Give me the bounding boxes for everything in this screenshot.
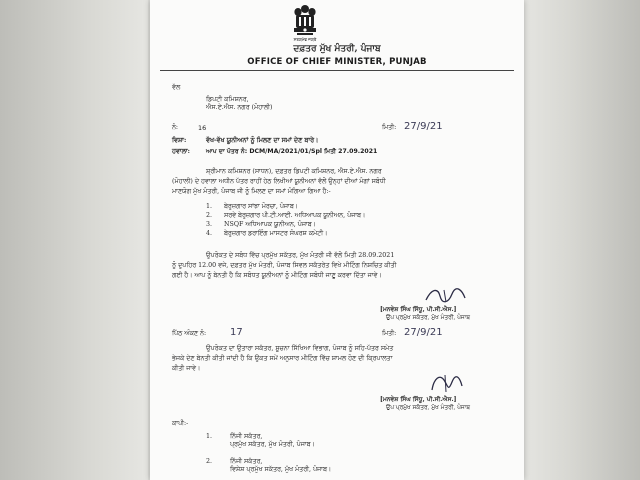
union-num: 4. bbox=[206, 230, 213, 237]
copy-item-line1: ਨਿੱਜੀ ਸਕੱਤਰ, bbox=[230, 433, 263, 440]
date-label: ਮਿਤੀ: bbox=[382, 330, 397, 337]
body-p1-line3: ਮਾਣਯੋਗ ਮੁੱਖ ਮੰਤਰੀ, ਪੰਜਾਬ ਜੀ ਨੂੰ ਮਿਲਣ ਦਾ ਸਮਾਂ ਮੰਗਿਆ ਗਿਆ ਹੈ:- bbox=[172, 188, 331, 195]
office-title-punjabi: ਦਫ਼ਤਰ ਮੁੱਖ ਮੰਤਰੀ, ਪੰਜਾਬ bbox=[293, 44, 381, 54]
union-num: 1. bbox=[206, 203, 213, 210]
reference-label: ਹਵਾਲਾ: bbox=[172, 148, 190, 155]
copy-item-num: 2. bbox=[206, 458, 213, 465]
copy-item-line1: ਨਿੱਜੀ ਸਕੱਤਰ, bbox=[230, 458, 263, 465]
subject-text: ਵੱਖ-ਵੱਖ ਯੂਨੀਅਨਾਂ ਨੂੰ ਮਿਲਣ ਦਾ ਸਮਾਂ ਦੇਣ ਬਾਰੇ। bbox=[206, 137, 319, 144]
number-label: ਨੰ: bbox=[172, 124, 179, 131]
union-item: NSQF ਅਧਿਆਪਕ ਯੂਨੀਅਨ, ਪੰਜਾਬ। bbox=[224, 221, 316, 228]
union-item: ਬੇਰੁਜ਼ਗਾਰ ਡਰਾਇੰਗ ਮਾਸਟਰ ਸੰਘਰਸ਼ ਕਮੇਟੀ। bbox=[224, 230, 328, 237]
office-title-english: OFFICE OF CHIEF MINISTER, PUNJAB bbox=[247, 57, 427, 67]
signatory-name: [ਮਨਵੇਸ਼ ਸਿੰਘ ਸਿੱਧੂ, ਪੀ.ਸੀ.ਐਸ.] bbox=[380, 306, 457, 313]
background-right bbox=[520, 0, 640, 480]
copy-item-line2: ਪ੍ਰਮੁੱਖ ਸਕੱਤਰ, ਮੁੱਖ ਮੰਤਰੀ, ਪੰਜਾਬ। bbox=[230, 441, 315, 448]
addressee-line1: ਡਿਪਟੀ ਕਮਿਸ਼ਨਰ, bbox=[206, 96, 249, 103]
header-divider bbox=[160, 70, 514, 71]
endorsement-body-line2: ਭੇਜਕੇ ਦੇਣ ਬੇਨਤੀ ਕੀਤੀ ਜਾਂਦੀ ਹੈ ਕਿ ਉਕਤ ਸਮੇਂ ਅਨੁਸਾਰ ਮੀਟਿੰਗ ਵਿੱਚ ਸ਼ਾਮਲ ਹੋਣ ਦੀ ਕ੍ਰਿਪਾਲਤਾ bbox=[172, 355, 393, 362]
body-p2-line1: ਉਪਰੋਕਤ ਦੇ ਸਬੰਧ ਵਿੱਚ ਪ੍ਰਮੁੱਖ ਸਕੱਤਰ, ਮੁੱਖ ਮੰਤਰੀ ਜੀ ਵੱਲੋਂ ਮਿਤੀ 28.09.2021 bbox=[206, 252, 395, 259]
union-num: 2. bbox=[206, 212, 213, 219]
state-emblem-icon bbox=[288, 2, 322, 42]
background-left bbox=[0, 0, 148, 480]
signatory-title: ਉਪ ਪ੍ਰਮੁੱਖ ਸਕੱਤਰ, ਮੁੱਖ ਮੰਤਰੀ, ਪੰਜਾਬ bbox=[386, 315, 470, 321]
body-p2-line3: ਗਈ ਹੈ। ਆਪ ਨੂੰ ਬੇਨਤੀ ਹੈ ਕਿ ਸਬੰਧਤ ਯੂਨੀਅਨਾਂ ਨੂੰ ਮੀਟਿੰਗ ਸਬੰਧੀ ਜਾਣੂ ਕਰਵਾ ਦਿੱਤਾ ਜਾਵੇ। bbox=[172, 272, 382, 279]
addressee-line2: ਐਸ.ਏ.ਐਸ. ਨਗਰ (ਮੋਹਾਲੀ) bbox=[206, 104, 273, 111]
signature-mark bbox=[422, 286, 468, 306]
date-value-handwritten: 27/9/21 bbox=[404, 327, 443, 338]
reference-text: ਆਪ ਦਾ ਪੱਤਰ ਨੰ: DCM/MA/2021/01/Spl ਮਿਤੀ 27.09.2021 bbox=[206, 148, 378, 155]
copy-label: ਕਾਪੀ:- bbox=[172, 420, 189, 427]
date-value-handwritten: 27/9/21 bbox=[404, 121, 443, 132]
number-value: 16 bbox=[198, 124, 207, 132]
endorsement-label: ਪਿੱਠ ਅੰਕਣ ਨੰ: bbox=[172, 330, 207, 337]
signature-mark bbox=[426, 372, 466, 396]
signatory-name: [ਮਨਵੇਸ਼ ਸਿੰਘ ਸਿੱਧੂ, ਪੀ.ਸੀ.ਐਸ.] bbox=[380, 396, 457, 403]
signatory-title: ਉਪ ਪ੍ਰਮੁੱਖ ਸਕੱਤਰ, ਮੁੱਖ ਮੰਤਰੀ, ਪੰਜਾਬ bbox=[386, 405, 470, 411]
endorsement-body-line3: ਕੀਤੀ ਜਾਵੇ। bbox=[172, 365, 201, 372]
copy-item-line2: ਵਿਸ਼ੇਸ਼ ਪ੍ਰਮੁੱਖ ਸਕੱਤਰ, ਮੁੱਖ ਮੰਤਰੀ, ਪੰਜਾਬ। bbox=[230, 466, 332, 473]
letter-page bbox=[150, 0, 524, 480]
body-p1-line2: (ਮੋਹਾਲੀ) ਦੇ ਹਵਾਲਾ ਅਧੀਨ ਪੱਤਰ ਰਾਹੀਂ ਹੇਠ ਲਿਖੀਆਂ ਯੂਨੀਅਨਾਂ ਵੱਲੋਂ ਉਨ੍ਹਾਂ ਦੀਆਂ ਮੰਗਾਂ ਸਬੰਧੀ bbox=[172, 178, 386, 185]
endorsement-number-handwritten: 17 bbox=[230, 327, 243, 338]
copy-item-num: 1. bbox=[206, 433, 213, 440]
union-item: ਬੇਰੁਜ਼ਗਾਰ ਸਾਂਝਾ ਮੋਰਚਾ, ਪੰਜਾਬ। bbox=[224, 203, 299, 210]
body-p1-line1: ਸ਼੍ਰੀਮਾਨ ਕਮਿਸ਼ਨਰ (ਸਾਧਨ), ਦਫ਼ਤਰ ਡਿਪਟੀ ਕਮਿਸ਼ਨਰ, ਐਸ.ਏ.ਐਸ. ਨਗਰ bbox=[206, 168, 382, 175]
endorsement-body-line1: ਉਪਰੋਕਤ ਦਾ ਉਤਾਰਾ ਸਕੱਤਰ, ਸੂਚਨਾ ਸਿੱਖਿਆ ਵਿਭਾਗ, ਪੰਜਾਬ ਨੂੰ ਸਹਿ-ਪੱਤਰ ਸਮੇਤ bbox=[206, 345, 394, 352]
subject-label: ਵਿਸ਼ਾ: bbox=[172, 137, 187, 144]
union-num: 3. bbox=[206, 221, 213, 228]
union-item: ਸਰਵੇ ਬੇਰੁਜ਼ਗਾਰ ਪੀ.ਟੀ.ਆਈ. ਅਧਿਆਪਕ ਯੂਨੀਅਨ, ਪੰਜਾਬ। bbox=[224, 212, 366, 219]
to-label: ਵੱਲ bbox=[172, 84, 181, 91]
svg-text:ਸਤਯਮੇਵ ਜਯਤੇ: ਸਤਯਮੇਵ ਜਯਤੇ bbox=[293, 37, 317, 42]
body-p2-line2: ਨੂੰ ਦੁਪਹਿਰ 12.00 ਵਜੇ, ਦਫ਼ਤਰ ਮੁੱਖ ਮੰਤਰੀ, ਪੰਜਾਬ ਸਿਵਲ ਸਕੱਤਰੇਤ ਵਿਖੇ ਮੀਟਿੰਗ ਨਿਸ਼ਚਿਤ ਕੀਤੀ bbox=[172, 262, 397, 269]
date-label: ਮਿਤੀ: bbox=[382, 124, 397, 131]
